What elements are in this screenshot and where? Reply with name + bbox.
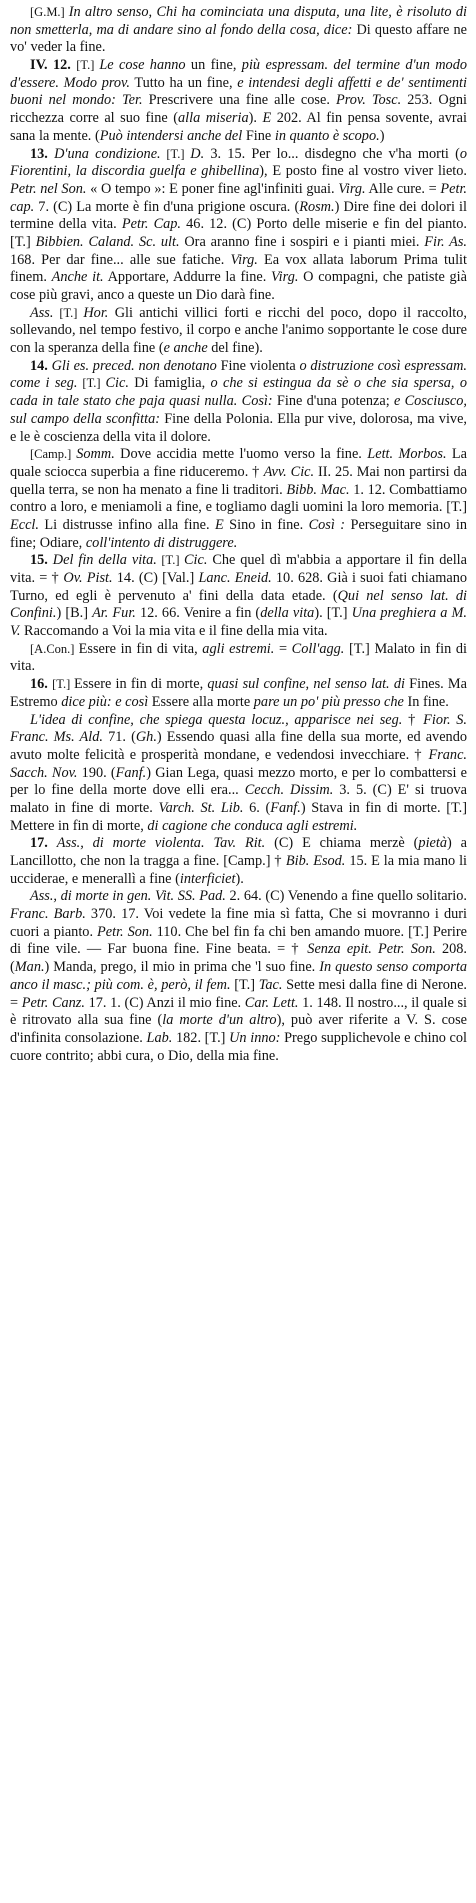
text-run: Senza epit. Petr. Son. — [307, 941, 436, 958]
text-run: del fine). — [207, 340, 263, 357]
text-run: o distruzione così espressam. come i seg. — [10, 357, 467, 392]
text-run: = — [274, 640, 292, 657]
text-run: agli estremi. — [202, 640, 275, 657]
text-run: Perseguitare sino in fine; Odiare, — [10, 516, 468, 551]
text-run: Cic. — [183, 552, 208, 569]
text-run: [T.] — [53, 305, 84, 320]
text-run: D'una condizione. — [54, 145, 161, 162]
text-run: « O tempo »: E poner fine agl'infiniti guai. — [86, 180, 339, 197]
text-run: 14. — [30, 357, 52, 374]
text-run: Tav. Rit. — [213, 835, 266, 852]
text-run: Franc. Barb. — [10, 906, 86, 923]
text-run: 202. Al fin pensa sovente, avrai sana la mente. ( — [10, 110, 467, 144]
dictionary-paragraph — [10, 552, 467, 640]
text-run: 182. [T.] — [172, 1029, 230, 1046]
text-run: ) a Lancillotto, che non la tragga a fine. [Camp.] † — [10, 835, 468, 869]
text-run: pietà — [418, 835, 448, 852]
text-run: 110. Che bel fin fa chi ben amando muore. [T.] Perire di fine vile. — Far buona fine. Fine beata. = † — [10, 923, 467, 958]
text-run: Bib. Esod. — [285, 853, 346, 869]
text-run: Alle cure. = — [365, 180, 441, 197]
text-run: Fine della Polonia. Ella pur vive, dolorosa, ma vive, e le è coscienza della vita il dolore. — [10, 410, 467, 445]
text-run: alla miseria — [177, 110, 249, 127]
text-run: quasi sul confine, nel senso lat. di — [207, 676, 405, 693]
text-run: 168. Per dar fine... alle sue fatiche. — [10, 251, 231, 268]
text-run: Raccomando a Voi la mia vita e il fine della mia vita. — [20, 623, 328, 640]
text-run: Fanf. — [115, 764, 147, 781]
dictionary-paragraph — [10, 358, 467, 446]
text-run: L'idea di confine, che spiega questa locuz., apparisce nei seg. — [30, 711, 403, 728]
text-run: Franc. Sacch. Nov. — [10, 746, 467, 781]
text-run: Ar. Fur. — [92, 605, 136, 622]
dictionary-paragraph — [10, 305, 467, 358]
text-run: In altro senso, Chi ha cominciata una disputa, una lite, è risoluto di non smetterla, ma di andare sino al fondo della cosa, dice: — [10, 4, 467, 38]
text-run: e intendesi degli affetti e de' sentimenti buoni nel mondo: Ter. — [10, 74, 467, 109]
text-run: interficiet — [179, 870, 236, 887]
text-run: Petr. nel Son. — [10, 180, 87, 197]
text-run: [T.] — [76, 58, 100, 73]
text-run: Un inno: — [229, 1029, 281, 1046]
text-run: 3. 5. (C) E' si truova malato in fine di morte. — [10, 782, 467, 816]
text-run: 15. E la mia mano li ucciderae, e menerallì a fine ( — [10, 853, 468, 887]
text-run: 1. 148. Il nostro..., il quale si è ritrovato alla sua fine ( — [10, 994, 467, 1029]
text-run: 253. Ogni ricchezza corre al suo fine ( — [10, 92, 467, 127]
text-run: Essere alla morte — [148, 693, 254, 710]
text-run: Le cose hanno — [99, 57, 186, 74]
text-run: Gli antichi villici forti e ricchi del poco, dopo il raccolto, sollevando, nel tempo festivo, il corpo e anche l'animo sopportante le cose dure con la speranza della fine ( — [10, 304, 467, 357]
text-run: Essere in fin di vita, — [78, 640, 203, 657]
text-run: Una preghiera a M. V. — [10, 605, 467, 640]
text-run: 13. — [30, 145, 55, 162]
text-run: Fir. As. — [424, 233, 467, 250]
text-run: 2. 64. (C) Venendo a fine quello solitario. — [225, 888, 467, 905]
text-run: Coll'agg. — [291, 640, 345, 657]
text-run: coll'intento di distruggere. — [85, 534, 238, 551]
text-run: La quale sciocca superbia a fine riduceremo. † — [10, 446, 467, 480]
text-run: Fine — [242, 127, 275, 144]
text-run: [Camp.] — [30, 447, 77, 462]
text-run: Hor. — [83, 304, 109, 321]
dictionary-paragraph — [10, 57, 467, 145]
text-run: Essere in fin di morte, — [74, 676, 208, 693]
text-run: Fior. S. Franc. Ms. Ald. — [10, 711, 468, 746]
text-run: Ora aranno fine i sospiri e i pianti miei. — [179, 233, 425, 250]
text-run: 370. 17. Voi vedete la fine mia sì fatta, Che si movranno i duri cuori a pianto. — [10, 906, 468, 940]
text-run: ). — [248, 110, 263, 127]
text-run: Gli es. preced. non denotano — [51, 357, 217, 374]
text-run: dice più: e così — [61, 693, 149, 710]
text-run: Prego supplichevole e chino col cuore contrito; abbi cura, o Dio, della mia fine. — [10, 1029, 468, 1064]
text-run: 14. (C) [Val.] — [112, 570, 199, 586]
text-run: la morte d'un altro — [162, 1012, 277, 1029]
text-run: in quanto è scopo. — [274, 127, 380, 144]
text-run: Di famiglia, — [128, 375, 211, 392]
text-run: E — [214, 516, 224, 533]
text-run: [T.] — [230, 976, 259, 993]
text-run: Può intendersi anche del — [99, 127, 243, 144]
text-run: D. — [190, 145, 205, 162]
text-run: Lanc. Eneid. — [198, 570, 272, 586]
text-run: Eccl. — [10, 516, 39, 533]
text-run: Apportare, Addurre la fine. — [103, 269, 272, 286]
text-run: [T.] — [160, 146, 191, 161]
text-run: ) Gian Lega, quasi mezzo morto, e per lo combattersi e per lo fine della morte dove elli era... — [10, 764, 467, 799]
text-run: Ass., di morte in gen. — [30, 888, 152, 905]
text-run: E — [262, 110, 272, 127]
text-run: Rosm. — [299, 198, 335, 215]
text-run: In fine. — [403, 693, 449, 710]
text-run: Fines. Ma Estremo — [10, 676, 467, 710]
text-run: più espressam. del termine d'un modo d'essere. Modo prov. — [10, 57, 467, 91]
text-run: o che si estingua da sè o che sia spersa, o cada in tale stato che paja quasi nulla. Così: — [10, 375, 468, 410]
text-run: Sino in fine. — [223, 516, 309, 533]
text-run: della vita — [260, 605, 315, 622]
text-run: Prescrivere una fine alle cose. — [142, 92, 337, 109]
text-run: [G.M.] — [30, 5, 69, 19]
text-run: Gh. — [135, 729, 157, 746]
text-run: Petr. Canz. — [21, 994, 85, 1011]
text-run: [T.] — [52, 677, 74, 692]
text-run: un fine, — [185, 57, 242, 74]
text-run: Cecch. Dissim. — [244, 782, 334, 799]
text-run: [T.] — [77, 376, 106, 391]
dictionary-paragraph — [10, 888, 467, 1065]
text-run: † — [402, 711, 424, 728]
text-run: Lett. Morbos. — [367, 446, 447, 463]
dictionary-paragraph — [10, 446, 467, 552]
text-run: Bibb. Mac. — [286, 481, 350, 498]
text-run: Di questo affare ne vo' veder la fine. — [10, 21, 467, 56]
text-run: In questo senso comporta anco il masc.; più com. è, però, il fem. — [10, 959, 467, 993]
text-run: e Cosciusco, sul campo della sconfitta: — [10, 393, 467, 427]
text-run: Bibbien. Caland. Sc. ult. — [35, 233, 180, 250]
dictionary-paragraph — [10, 146, 467, 305]
text-run: 71. ( — [102, 729, 136, 746]
text-run: Fine d'una potenza; — [272, 393, 394, 410]
text-run: 3. 15. Per lo... disdegno che v'ha morti ( — [204, 145, 460, 162]
text-run: 16. — [30, 676, 53, 693]
text-run: Tac. — [258, 976, 283, 993]
text-run: Petr. Cap. — [121, 216, 182, 233]
text-run: Somm. — [76, 446, 115, 463]
text-run: Vit. SS. Pad. — [154, 888, 226, 905]
text-run: 46. 12. (C) Porto delle miserie e fin del pianto. [T.] — [10, 216, 467, 250]
dictionary-paragraph — [10, 676, 467, 711]
text-run: Li distrusse infino alla fine. — [38, 516, 215, 533]
text-run: ), E posto fine al vostro viver lieto. — [259, 163, 467, 180]
text-run: 190. ( — [77, 764, 116, 781]
text-run: ) Dire fine dei dolori il termine della vita. — [10, 198, 468, 233]
dictionary-paragraph — [10, 712, 467, 836]
text-run: Petr. Son. — [97, 923, 153, 940]
text-run: O compagni, che patiste già cose più gravi, anco a queste un Dio darà fine. — [10, 269, 467, 303]
text-run: Così : — [308, 516, 346, 533]
text-run: 12. 66. Venire a fin ( — [135, 605, 261, 622]
text-run: pare un po' più presso che — [253, 693, 404, 710]
text-run: Man. — [14, 959, 45, 976]
text-run: Ass., di morte violenta. — [56, 835, 205, 852]
text-run: Ass. — [30, 304, 54, 321]
text-run: 6. ( — [243, 799, 271, 816]
text-run: [T.] Malato in fin di vita. — [10, 640, 467, 675]
text-run: Lab. — [146, 1029, 173, 1046]
text-run: o Fiorentini, la discordia guelfa e ghibellina — [10, 145, 467, 180]
text-run: ) Stava in fin di morte. [T.] Mettere in fin di morte, — [10, 799, 467, 834]
dictionary-paragraph — [10, 641, 467, 676]
text-run: Car. Lett. — [244, 994, 299, 1011]
text-run: Ea vox allata laborum Prima tulit finem. — [10, 251, 467, 286]
text-run: ) [B.] — [56, 605, 93, 622]
text-run: Qui nel senso lat. di Confini. — [10, 587, 467, 622]
text-run: (C) E chiama merzè ( — [265, 835, 419, 852]
dictionary-paragraph — [10, 835, 467, 888]
text-run: 1. 12. Combattiamo contro a loro, e meniamoli a fine, e togliamo dagli uomini la loro memoria. [T.] — [10, 481, 467, 516]
text-run: ). [T.] — [314, 605, 352, 622]
text-run: Sette mesi dalla fine di Nerone. = — [10, 976, 467, 1011]
text-run: Del fin della vita. — [52, 552, 157, 569]
text-run: e anche — [163, 340, 208, 357]
text-run: II. 25. Mai non partirsi da quella terra, se non ha menato a fine li traditori. — [10, 463, 468, 498]
text-run: ), può aver riferite a V. S. cose d'infinita consolazione. — [10, 1012, 467, 1046]
text-run: Varch. St. Lib. — [158, 799, 244, 816]
text-run: Cic. — [105, 375, 129, 392]
text-run: Tutto ha un fine, — [129, 74, 238, 91]
text-run: IV. 12. — [30, 57, 77, 74]
text-run: Petr. cap. — [10, 180, 467, 215]
text-run: [T.] — [156, 553, 184, 568]
text-run: 208. ( — [10, 941, 468, 976]
text-run: 10. 628. Già i suoi fati chiamano Turno, ed egli è pervenuto a' fini della data etade. ( — [10, 570, 467, 604]
text-run: Dove accidia mette l'uomo verso la fine. — [114, 446, 368, 463]
text-run: 17. — [30, 835, 57, 852]
text-run: Ov. Pist. — [63, 570, 113, 586]
text-run: ). — [235, 870, 244, 887]
text-run: ) — [379, 127, 385, 144]
text-run: Che quel dì m'abbia a apportare il fin della vita. = † — [10, 552, 467, 586]
text-run: Avv. Cic. — [263, 463, 315, 480]
dictionary-paragraph — [10, 4, 467, 57]
text-run: Fanf. — [270, 799, 301, 816]
text-run: Anche it. — [51, 269, 104, 286]
text-run: ) Essendo quasi alla fine della sua morte, ed avendo avuto molte felicità e prosperità mondane, e vedendosi invecchiare. † — [10, 729, 467, 763]
text-run: Prov. Tosc. — [336, 92, 402, 109]
text-run: Virg. — [338, 180, 366, 197]
text-run: 7. (C) La morte è fin d'una prigione oscura. ( — [34, 198, 300, 215]
text-run: di cagione che conduca agli estremi. — [147, 817, 358, 834]
text-run: ) Manda, prego, il mio in prima che 'l suo fine. — [44, 959, 320, 976]
text-run: Virg. — [271, 269, 299, 286]
text-run: 17. 1. (C) Anzi il mio fine. — [84, 994, 245, 1011]
text-run: Fine violenta — [216, 357, 300, 374]
text-run: 15. — [30, 552, 53, 569]
text-run: [A.Con.] — [30, 641, 79, 656]
text-run: Virg. — [230, 251, 258, 268]
